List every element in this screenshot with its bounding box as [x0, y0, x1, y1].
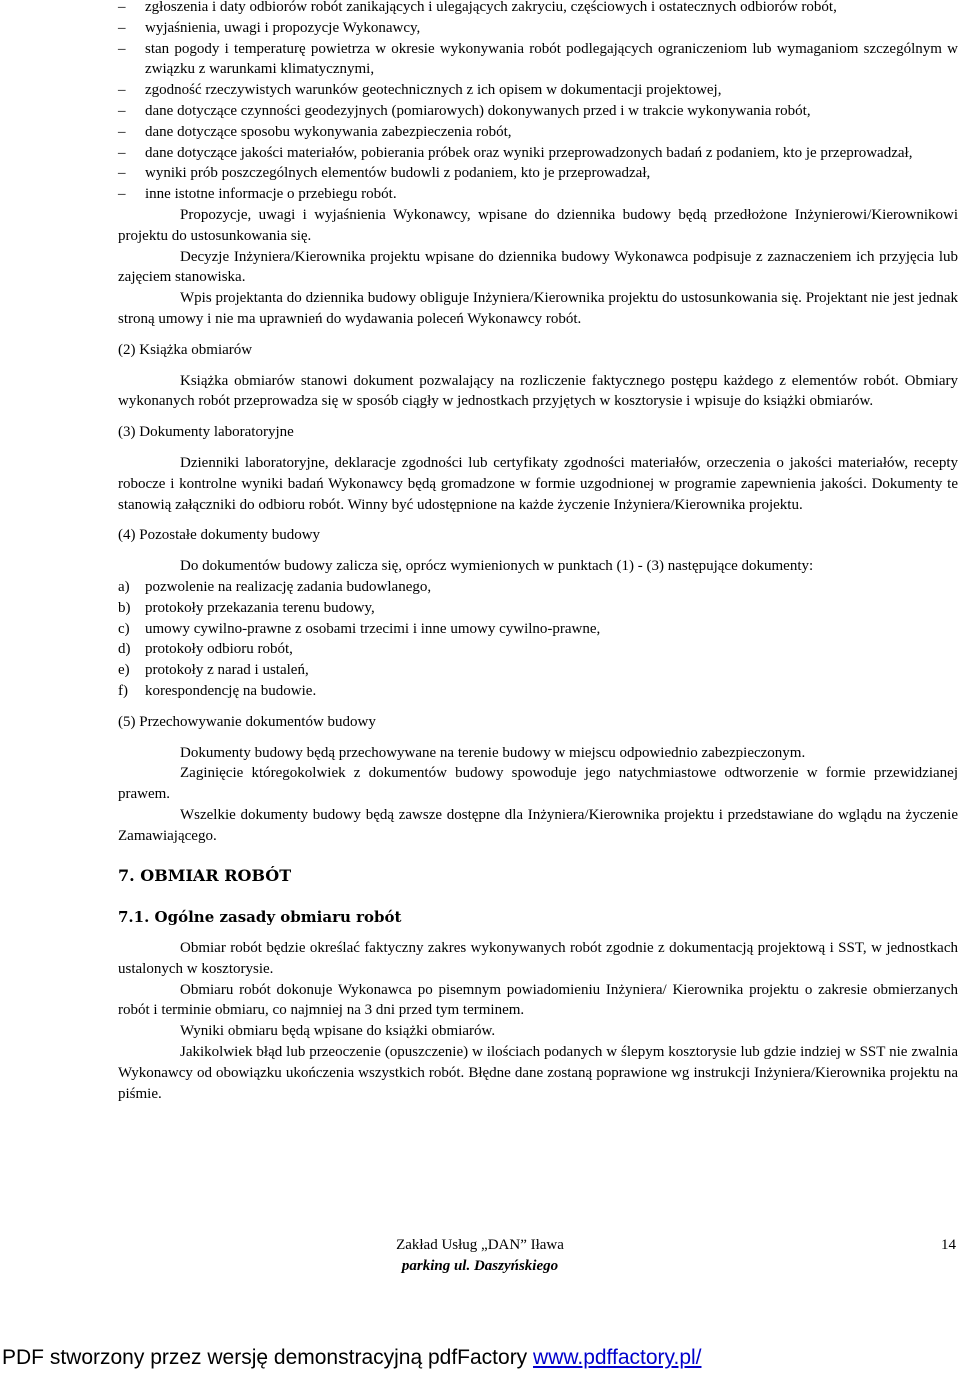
list-text: protokoły odbioru robót,: [145, 641, 293, 658]
subsection-heading: (2) Książka obmiarów: [118, 341, 253, 358]
list-letter: d): [118, 641, 131, 658]
list-item: – dane dotyczące jakości materiałów, pobierania próbek oraz wyniki przeprowadzonych badań z podaniem, kto je przeprowadzał,: [118, 143, 958, 164]
list-text: umowy cywilno-prawne z osobami trzecimi i inne umowy cywilno-prawne,: [145, 620, 601, 637]
footer-company: Zakład Usług „DAN” Iława: [396, 1237, 564, 1253]
list-letter: b): [118, 599, 131, 616]
list-text: pozwolenie na realizację zadania budowlanego,: [145, 578, 432, 595]
alpha-list: [118, 577, 958, 702]
paragraph: Zaginięcie któregokolwiek z dokumentów budowy spowoduje jego natychmiastowe odtworzenie w formie przewidzianej prawem.: [118, 765, 958, 803]
list-item: – wyjaśnienia, uwagi i propozycje Wykonawcy,: [118, 18, 958, 39]
subsection-heading: (5) Przechowywanie dokumentów budowy: [118, 713, 376, 730]
chapter-heading: 7. OBMIAR ROBÓT: [118, 866, 292, 886]
list-item: – stan pogody i temperaturę powietrza w okresie wykonywania robót podlegających ograniczeniom lub wymaganiom szczególnym w związku z warunkami klimatycznymi,: [118, 39, 958, 81]
list-letter: c): [118, 620, 130, 637]
list-item: [118, 619, 958, 640]
paragraph: Obmiar robót będzie określać faktyczny zakres wykonywanych robót zgodnie z dokumentacją projektową i SST, w jednostkach ustalonych w kosztorysie.: [118, 940, 958, 977]
section-heading: 7.1. Ogólne zasady obmiaru robót: [118, 908, 402, 927]
pdffactory-link[interactable]: www.pdffactory.pl/: [533, 1346, 702, 1369]
footer-location: parking ul. Daszyńskiego: [401, 1258, 559, 1274]
paragraph: Dzienniki laboratoryjne, deklaracje zgodności lub certyfikaty zgodności materiałów, orzeczenia o jakości materiałów, recepty robocze i kontrolne wyniki badań Wykonawcy będą gromadzone w formie uzgodnionej w programie zapewnienia jakości. Dokumenty te stanowią załączniki do odbioru robót. Winny być udostępnione na każde życzenie Inżyniera/Kierownika projektu.: [118, 454, 958, 513]
list-letter: f): [118, 682, 128, 699]
list-item: [118, 598, 958, 619]
list-item: – dane dotyczące czynności geodezyjnych (pomiarowych) dokonywanych przed i w trakcie wykonywania robót,: [118, 101, 958, 122]
pdf-watermark-banner: [2, 1348, 702, 1369]
document-body: [118, 0, 958, 1104]
paragraph: Do dokumentów budowy zalicza się, oprócz wymienionych w punktach (1) - (3) następujące dokumenty:: [180, 558, 814, 575]
list-text: protokoły przekazania terenu budowy,: [145, 599, 375, 616]
list-letter: e): [118, 662, 130, 679]
paragraph: Obmiaru robót dokonuje Wykonawca po pisemnym powiadomieniu Inżyniera/ Kierownika projektu o zakresie obmierzanych robót i terminie obmiaru, co najmniej na 3 dni przed tym terminem.: [118, 981, 958, 1019]
list-letter: a): [118, 578, 130, 595]
banner-text: PDF stworzony przez wersję demonstracyjną pdfFactory: [2, 1346, 534, 1369]
list-item: – zgodność rzeczywistych warunków geotechnicznych z ich opisem w dokumentacji projektowej,: [118, 80, 958, 101]
paragraph: Dokumenty budowy będą przechowywane na terenie budowy w miejscu odpowiednio zabezpieczonym.: [180, 744, 806, 761]
list-item: [118, 681, 958, 702]
paragraph: Wszelkie dokumenty budowy będą zawsze dostępne dla Inżyniera/Kierownika projektu i przedstawiane do wglądu na życzenie Zamawiającego.: [118, 806, 958, 844]
list-item: – inne istotne informacje o przebiegu robót.: [118, 184, 958, 205]
list-item: [118, 577, 958, 598]
paragraph: Wpis projektanta do dziennika budowy obliguje Inżyniera/Kierownika projektu do ustosunkowania się. Projektant nie jest jednak stroną umowy i nie ma uprawnień do wydawania poleceń Wykonawcy robót.: [118, 290, 958, 327]
page-footer: [0, 1235, 960, 1277]
list-item: – zgłoszenia i daty odbiorów robót zanikających i ulegających zakryciu, częściowych i ostatecznych odbiorów robót,: [118, 0, 958, 18]
list-item: [118, 639, 958, 660]
paragraph: Propozycje, uwagi i wyjaśnienia Wykonawcy, wpisane do dziennika budowy będą przedłożone Inżynierowi/Kierownikowi projektu do ustosunkowania się.: [118, 206, 958, 244]
paragraph: Wyniki obmiaru będą wpisane do książki obmiarów.: [180, 1023, 496, 1040]
list-item: – dane dotyczące sposobu wykonywania zabezpieczenia robót,: [118, 122, 958, 143]
list-text: protokoły z narad i ustaleń,: [145, 662, 309, 679]
list-item: [118, 660, 958, 681]
page-number: 14: [941, 1237, 956, 1253]
paragraph: Jakikolwiek błąd lub przeoczenie (opuszczenie) w ilościach podanych w ślepym kosztorysie lub gdzie indziej w SST nie zwalnia Wykonawcy od obowiązku ukończenia wszystkich robót. Błędne dane zostaną poprawione wg instrukcji Inżyniera/Kierownika projektu na piśmie.: [118, 1044, 958, 1102]
top-dash-list: [118, 0, 958, 205]
list-text: korespondencję na budowie.: [145, 682, 317, 699]
paragraph: Książka obmiarów stanowi dokument pozwalający na rozliczenie faktycznego postępu każdego z elementów robót. Obmiary wykonanych robót przeprowadza się w sposób ciągły w jednostkach przyjętych w kosztorysie i wpisuje do książki obmiarów.: [118, 372, 958, 410]
paragraph: Decyzje Inżyniera/Kierownika projektu wpisane do dziennika budowy Wykonawca podpisuje z zaznaczeniem ich przyjęcia lub zajęciem stanowiska.: [118, 248, 958, 286]
subsection-heading: (4) Pozostałe dokumenty budowy: [118, 527, 321, 544]
subsection-heading: (3) Dokumenty laboratoryjne: [118, 424, 294, 441]
list-item: – wyniki prób poszczególnych elementów budowli z podaniem, kto je przeprowadzał,: [118, 163, 958, 184]
